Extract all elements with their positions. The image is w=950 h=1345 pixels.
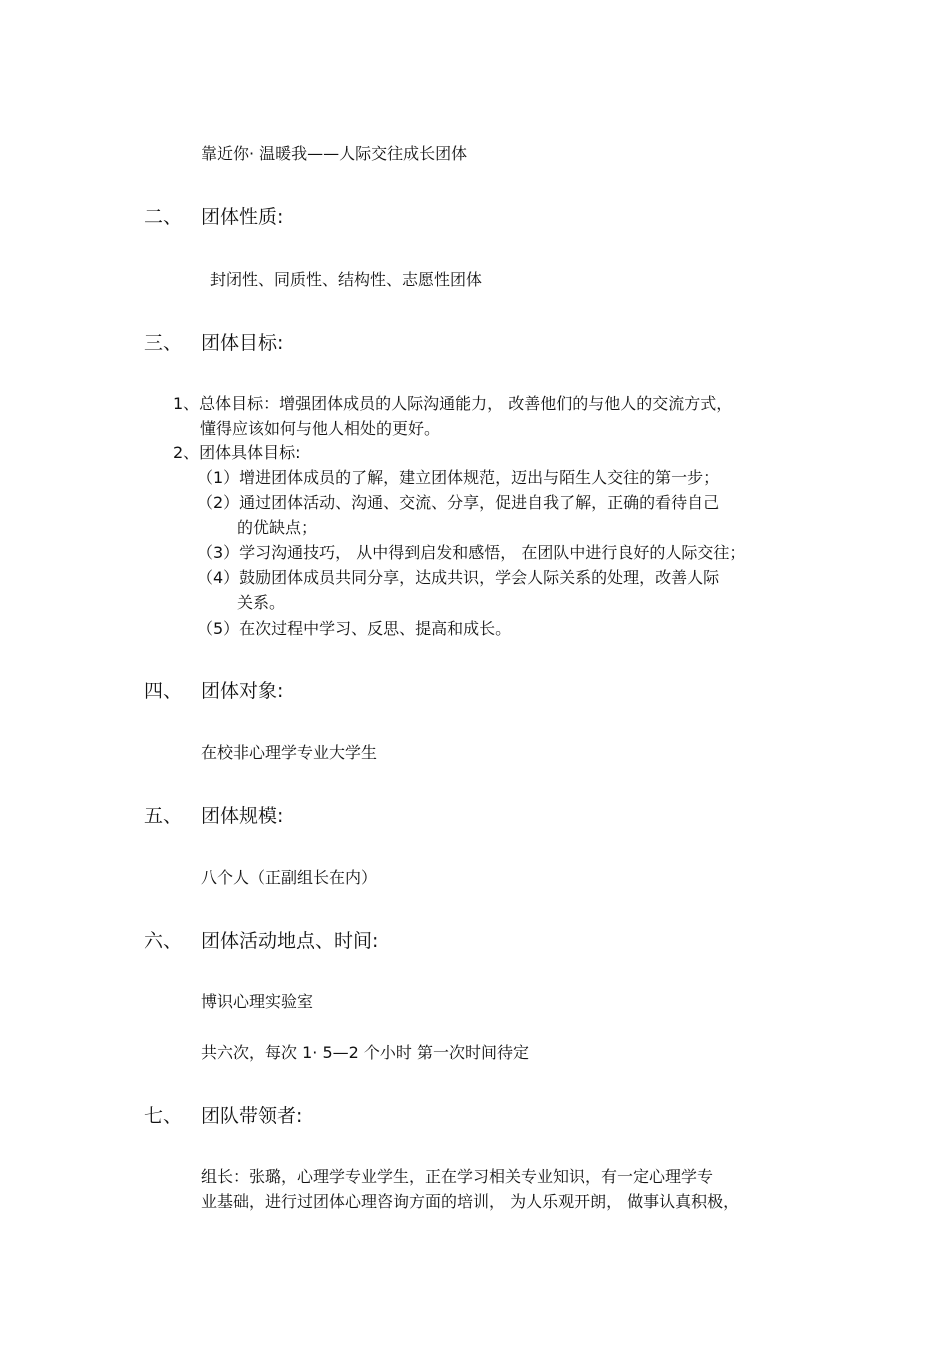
section-heading-nature: 团体性质: [201,206,284,228]
goals-specific-label: 2、团体具体目标: [173,443,301,462]
scale-body: 八个人（正副组长在内） [201,868,378,887]
section-number-target: 四、 [144,680,183,702]
goals-specific-item-cont: 的优缺点； [237,518,318,537]
place-body: 博识心理实验室 [201,992,314,1011]
goals-overall-line2: 懂得应该如何与他人相处的更好。 [200,419,441,438]
section-heading-place-time: 团体活动地点、时间: [201,930,379,952]
goals-specific-item-cont: 关系。 [237,593,286,612]
section-heading-leader: 团队带领者: [201,1105,303,1127]
nature-body: 封闭性、同质性、结构性、志愿性团体 [210,270,483,289]
time-body: 共六次，每次 1· 5—2 个小时 第一次时间待定 [201,1043,529,1062]
goals-specific-item: （4）鼓励团体成员共同分享，达成共识，学会人际关系的处理，改善人际 [197,568,720,587]
section-number-leader: 七、 [144,1105,183,1127]
section-heading-goals: 团体目标: [201,332,284,354]
section-number-goals: 三、 [144,332,183,354]
section-heading-scale: 团体规模: [201,805,284,827]
goals-specific-item: （5）在次过程中学习、反思、提高和成长。 [197,619,512,638]
section-heading-target: 团体对象: [201,680,284,702]
section-number-scale: 五、 [144,805,183,827]
document-title: 靠近你· 温暖我——人际交往成长团体 [201,144,468,163]
leader-line2: 业基础，进行过团体心理咨询方面的培训， 为人乐观开朗， 做事认真积极， [201,1192,740,1211]
section-number-nature: 二、 [144,206,183,228]
goals-specific-item: （3）学习沟通技巧， 从中得到启发和感悟， 在团队中进行良好的人际交往； [197,543,746,562]
goals-specific-item: （2）通过团体活动、沟通、交流、分享，促进自我了解，正确的看待自己 [197,493,720,512]
section-number-place-time: 六、 [144,930,183,952]
goals-specific-item: （1）增进团体成员的了解，建立团体规范，迈出与陌生人交往的第一步； [197,468,720,487]
goals-overall-line1: 1、总体目标：增强团体成员的人际沟通能力， 改善他们的与他人的交流方式， [173,394,733,413]
leader-line1: 组长：张璐，心理学专业学生，正在学习相关专业知识，有一定心理学专 [201,1167,714,1186]
target-body: 在校非心理学专业大学生 [201,743,378,762]
